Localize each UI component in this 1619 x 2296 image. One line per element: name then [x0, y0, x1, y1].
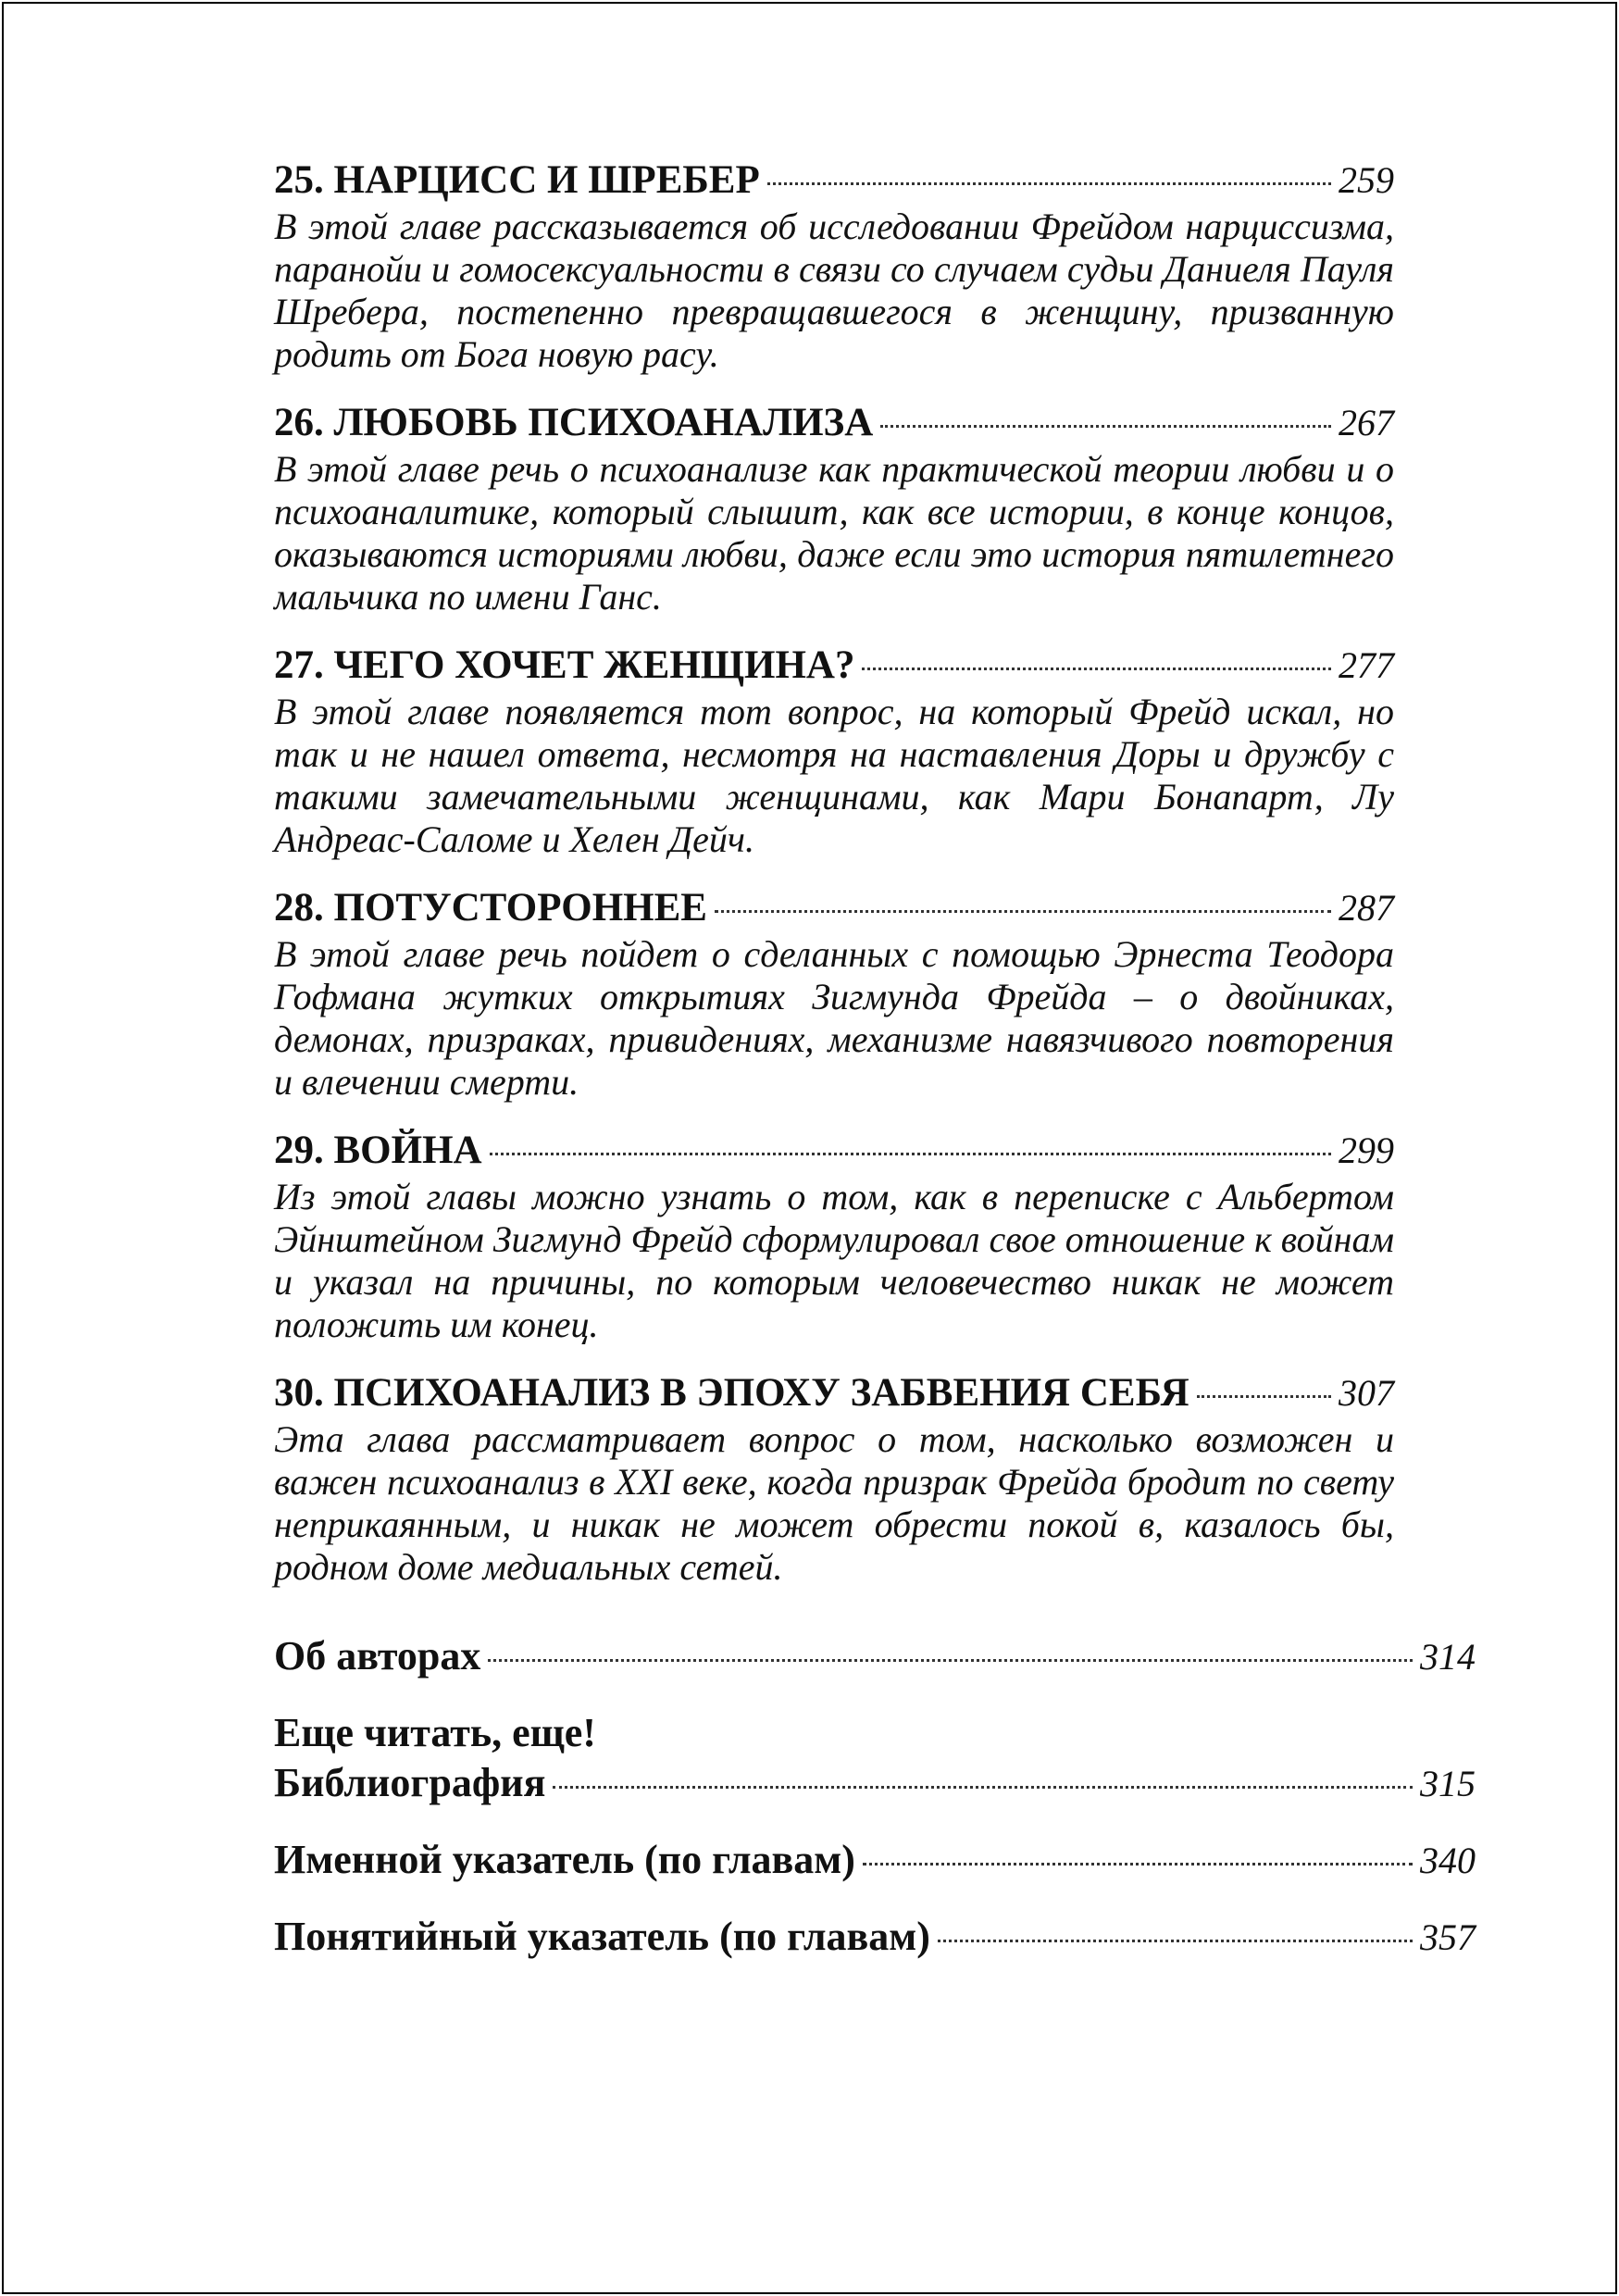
page-number: 307 [1339, 1372, 1394, 1414]
chapter-title: 28. ПОТУСТОРОННЕЕ [274, 886, 707, 930]
dot-leader [862, 668, 1331, 670]
section-title: Именной указатель (по главам) [274, 1837, 855, 1882]
table-of-contents [274, 156, 1476, 1989]
toc-entry-chapter-29 [274, 1126, 1400, 1346]
toc-entry-chapter-30 [274, 1368, 1400, 1589]
toc-heading-line [274, 1835, 1476, 1886]
dot-leader [938, 1940, 1413, 1942]
toc-heading-line [274, 1912, 1476, 1963]
dot-leader [488, 1659, 1413, 1662]
chapter-title: 29. ВОЙНА [274, 1129, 482, 1172]
chapter-description: Из этой главы можно узнать о том, как в переписке с Альбертом Эйнштейном Зигмунд Фрейд сформулировал свое отношение к войнам и указал на причины, по которым человечество никак не может положить им конец. [274, 1176, 1394, 1345]
chapter-description: В этой главе речь пойдет о сделанных с помощью Эрнеста Теодора Гофмана жутких открытиях Зигмунда Фрейда – о двойниках, демонах, призраках, привидениях, механизме навязчивого повторения и влечении смерти. [274, 933, 1394, 1103]
chapter-title: 26. ЛЮБОВЬ ПСИХОАНАЛИЗА [274, 401, 874, 444]
page-number: 299 [1339, 1129, 1394, 1171]
toc-entry-chapter-26 [274, 398, 1400, 618]
toc-entry-authors [274, 1631, 1476, 1682]
chapter-description: В этой главе речь о психоанализе как практической теории любви и о психоаналитике, который слышит, как все истории, в конце концов, оказываются историями любви, даже если это история пятилетнего мальчика по имени Ганс. [274, 448, 1394, 618]
toc-heading-line [274, 1631, 1476, 1682]
page-number: 315 [1420, 1763, 1476, 1804]
dot-leader [767, 182, 1331, 185]
toc-heading-line [274, 398, 1394, 448]
toc-entry-chapter-28 [274, 883, 1400, 1104]
toc-entry-bibliography [274, 1708, 1476, 1809]
section-title: Понятийный указатель (по главам) [274, 1914, 930, 1959]
page-number: 267 [1339, 402, 1394, 443]
chapter-title: 25. НАРЦИСС И ШРЕБЕР [274, 158, 760, 202]
toc-heading-line [274, 1126, 1394, 1176]
section-title: Об авторах [274, 1633, 481, 1678]
dot-leader [1197, 1395, 1331, 1398]
page-number: 277 [1339, 644, 1394, 686]
page-number: 259 [1339, 159, 1394, 201]
toc-entry-chapter-25 [274, 156, 1400, 376]
back-matter [274, 1631, 1476, 1963]
toc-heading-line [274, 156, 1394, 206]
chapter-description: В этой главе рассказывается об исследовании Фрейдом нарциссизма, паранойи и гомосексуальности в связи со случаем судьи Даниеля Пауля Шребера, постепенно превращавшегося в женщину, призванную родить от Бога новую расу. [274, 206, 1394, 375]
toc-entry-subject-index [274, 1912, 1476, 1963]
dot-leader [490, 1153, 1331, 1155]
chapter-title: 30. ПСИХОАНАЛИЗ В ЭПОХУ ЗАБВЕНИЯ СЕБЯ [274, 1371, 1189, 1415]
dot-leader [880, 425, 1331, 428]
toc-heading-line [274, 641, 1394, 691]
dot-leader [863, 1863, 1413, 1866]
toc-heading-line [274, 883, 1394, 933]
section-title-line-2: Библиография [274, 1760, 546, 1805]
chapter-description: Эта глава рассматривает вопрос о том, насколько возможен и важен психоанализ в XXI веке, когда призрак Фрейда бродит по свету неприкаянным, и никак не может обрести покой в, казалось бы, родном доме медиальных сетей. [274, 1418, 1394, 1588]
page-number: 357 [1420, 1916, 1476, 1958]
toc-heading-line [274, 1758, 1476, 1809]
page-number: 287 [1339, 887, 1394, 929]
toc-heading-line [274, 1368, 1394, 1418]
chapter-description: В этой главе появляется тот вопрос, на который Фрейд искал, но так и не нашел ответа, несмотря на наставления Доры и дружбу с такими замечательными женщинами, как Мари Бонапарт, Лу Андреас-Саломе и Хелен Дейч. [274, 691, 1394, 860]
chapter-title: 27. ЧЕГО ХОЧЕТ ЖЕНЩИНА? [274, 643, 855, 687]
toc-entry-chapter-27 [274, 641, 1400, 861]
section-title-line-1: Еще читать, еще! [274, 1710, 596, 1755]
page-number: 314 [1420, 1636, 1476, 1678]
dot-leader [553, 1786, 1413, 1789]
page-number: 340 [1420, 1840, 1476, 1881]
dot-leader [715, 910, 1331, 913]
toc-entry-name-index [274, 1835, 1476, 1886]
